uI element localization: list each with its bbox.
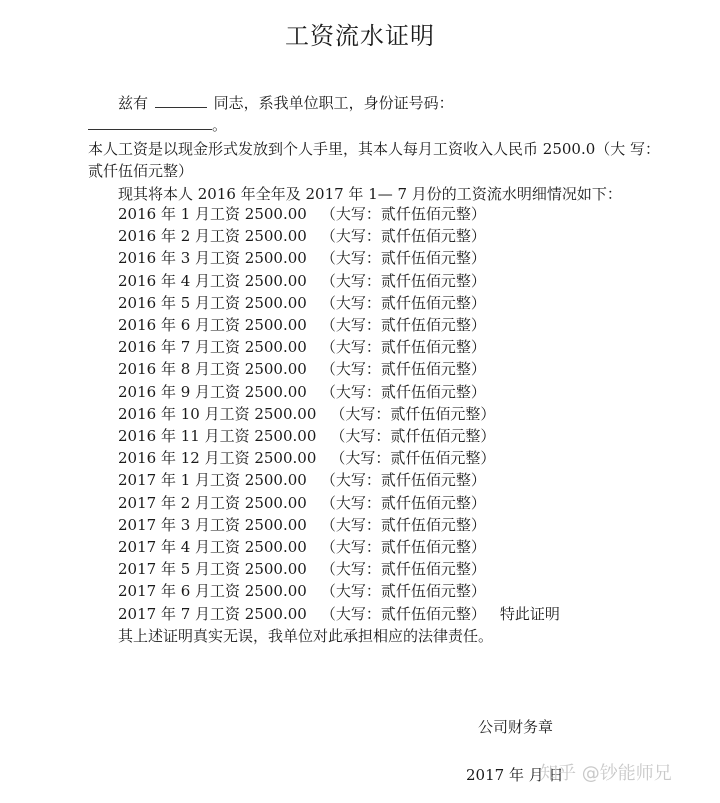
intro-prefix: 兹有	[118, 94, 149, 112]
company-seal-label: 公司财务章	[478, 718, 554, 736]
salary-amount-uppercase: （大写：贰仟伍佰元整）	[320, 471, 486, 490]
salary-row	[118, 425, 560, 447]
salary-month-amount: 2016 年 8 月工资 2500.00	[118, 360, 307, 379]
salary-amount-uppercase: （大写：贰仟伍佰元整）	[320, 249, 486, 268]
salary-row	[118, 580, 560, 602]
salary-row	[118, 447, 560, 469]
salary-month-amount: 2017 年 5 月工资 2500.00	[118, 560, 307, 579]
salary-amount-uppercase: （大写：贰仟伍佰元整）	[320, 316, 486, 335]
salary-amount-uppercase: （大写：贰仟伍佰元整）	[320, 582, 486, 601]
name-blank[interactable]	[155, 107, 207, 108]
salary-row	[118, 203, 560, 225]
cash-line-2: 贰仟伍佰元整）	[88, 162, 194, 180]
id-number-blank[interactable]	[88, 129, 212, 130]
closing-statement: 其上述证明真实无误，我单位对此承担相应的法律责任。	[118, 627, 494, 645]
salary-amount-uppercase: （大写：贰仟伍佰元整）	[320, 227, 486, 246]
salary-month-amount: 2016 年 5 月工资 2500.00	[118, 293, 307, 312]
salary-row	[118, 270, 560, 292]
salary-month-amount: 2016 年 2 月工资 2500.00	[118, 227, 307, 246]
salary-row	[118, 247, 560, 269]
salary-amount-uppercase: （大写：贰仟伍佰元整）	[330, 404, 496, 423]
cash-line-1: 本人工资是以现金形式发放到个人手里，其本人每月工资收入人民币 2500.0（大 写：	[88, 140, 661, 158]
salary-amount-uppercase: （大写：贰仟伍佰元整）	[330, 427, 496, 446]
intro-line	[118, 92, 454, 114]
salary-amount-uppercase: （大写：贰仟伍佰元整）	[320, 560, 486, 579]
salary-row	[118, 492, 560, 514]
salary-row	[118, 314, 560, 336]
salary-amount-uppercase: （大写：贰仟伍佰元整）	[320, 205, 486, 223]
salary-amount-uppercase: （大写：贰仟伍佰元整）	[320, 293, 486, 312]
salary-amount-uppercase: （大写：贰仟伍佰元整）	[330, 449, 496, 468]
salary-row	[118, 536, 560, 558]
salary-row	[118, 603, 560, 625]
salary-list	[118, 203, 560, 625]
salary-month-amount: 2016 年 4 月工资 2500.00	[118, 271, 307, 290]
salary-row	[118, 292, 560, 314]
salary-month-amount: 2017 年 4 月工资 2500.00	[118, 538, 307, 557]
salary-amount-uppercase: （大写：贰仟伍佰元整）	[320, 493, 486, 512]
salary-month-amount: 2017 年 3 月工资 2500.00	[118, 515, 307, 534]
salary-row	[118, 358, 560, 380]
salary-amount-uppercase: （大写：贰仟伍佰元整）	[320, 338, 486, 357]
document-title: 工资流水证明	[285, 22, 435, 50]
date-label: 2017 年 月 日	[466, 766, 564, 784]
salary-row	[118, 514, 560, 536]
salary-row	[118, 403, 560, 425]
salary-month-amount: 2016 年 11 月工资 2500.00	[118, 427, 317, 446]
salary-month-amount: 2016 年 1 月工资 2500.00	[118, 205, 307, 223]
salary-month-amount: 2017 年 1 月工资 2500.00	[118, 471, 307, 490]
period-line: 现其将本人 2016 年全年及 2017 年 1— 7 月份的工资流水明细情况如下：	[118, 185, 622, 203]
salary-month-amount: 2016 年 10 月工资 2500.00	[118, 404, 317, 423]
intro-end: 。	[212, 116, 228, 134]
salary-amount-uppercase: （大写：贰仟伍佰元整）	[320, 271, 486, 290]
id-number-line	[88, 114, 227, 136]
certification-note: 特此证明	[499, 604, 560, 623]
salary-month-amount: 2016 年 12 月工资 2500.00	[118, 449, 317, 468]
salary-month-amount: 2016 年 9 月工资 2500.00	[118, 382, 307, 401]
salary-amount-uppercase: （大写：贰仟伍佰元整）	[320, 538, 486, 557]
intro-suffix: 同志，系我单位职工，身份证号码：	[213, 94, 454, 112]
salary-month-amount: 2016 年 7 月工资 2500.00	[118, 338, 307, 357]
salary-amount-uppercase: （大写：贰仟伍佰元整）	[320, 382, 486, 401]
salary-month-amount: 2017 年 6 月工资 2500.00	[118, 582, 307, 601]
salary-month-amount: 2016 年 3 月工资 2500.00	[118, 249, 307, 268]
salary-row	[118, 381, 560, 403]
salary-month-amount: 2016 年 6 月工资 2500.00	[118, 316, 307, 335]
salary-row	[118, 225, 560, 247]
salary-month-amount: 2017 年 7 月工资 2500.00	[118, 604, 307, 623]
salary-row	[118, 336, 560, 358]
salary-amount-uppercase: （大写：贰仟伍佰元整）	[320, 360, 486, 379]
salary-row	[118, 558, 560, 580]
salary-month-amount: 2017 年 2 月工资 2500.00	[118, 493, 307, 512]
watermark: 知乎 @钞能师兄	[540, 763, 672, 784]
salary-row	[118, 469, 560, 491]
salary-amount-uppercase: （大写：贰仟伍佰元整）	[320, 604, 486, 623]
salary-amount-uppercase: （大写：贰仟伍佰元整）	[320, 515, 486, 534]
